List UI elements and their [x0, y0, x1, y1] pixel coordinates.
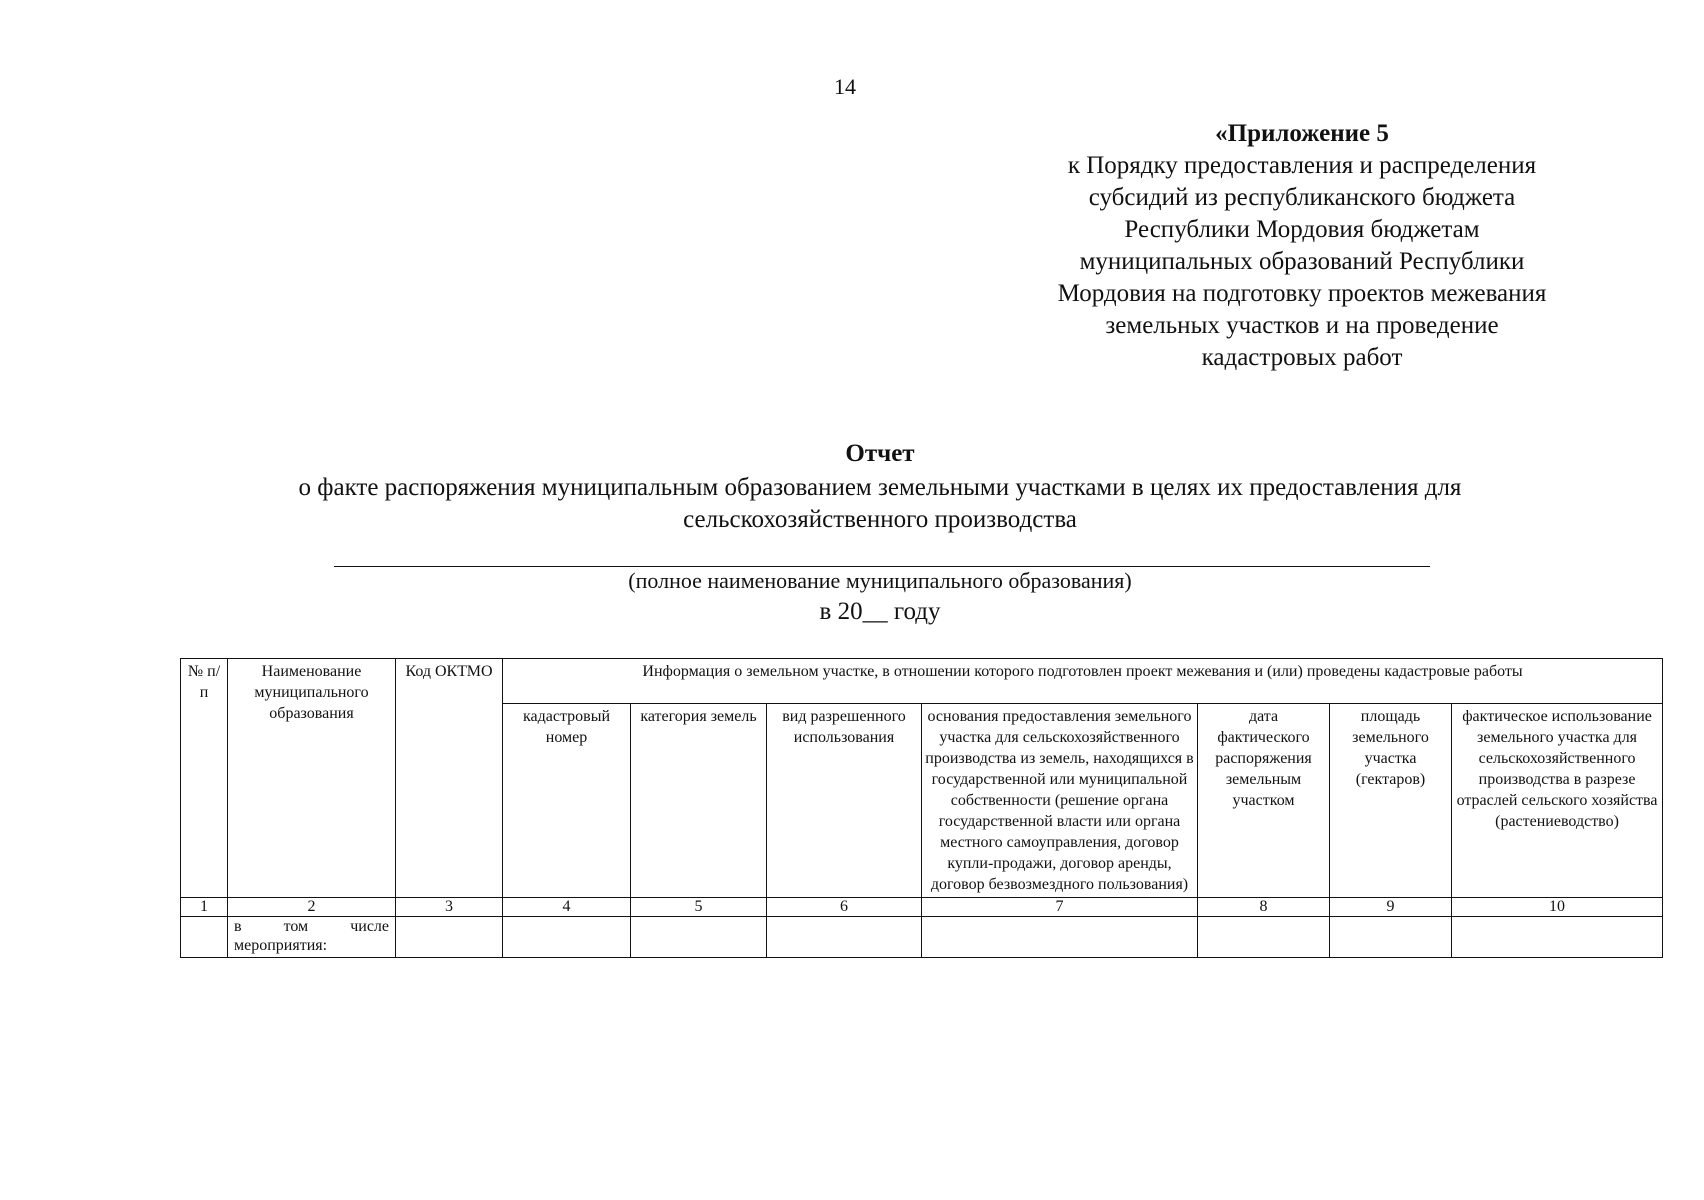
report-table — [180, 658, 1663, 958]
header-grounds: основания предоставления земельного участка для сельскохозяйственного производства из земель, находящихся в государственной или муниципальной собственности (решение органа государственной власти или органа местного самоуправления, договор купли-продажи, договор аренды, договор безвозмездного пользования) — [922, 704, 1198, 898]
report-title: Отчет — [845, 440, 915, 467]
appendix-line: Республики Мордовия бюджетам — [1124, 216, 1480, 243]
appendix-line: кадастровых работ — [1201, 344, 1403, 371]
appendix-line: субсидий из республиканского бюджета — [1088, 184, 1516, 211]
header-date: дата фактического распоряжения земельным участком — [1198, 704, 1330, 898]
empty-cell — [767, 917, 922, 958]
municipality-caption: (полное наименование муниципального образования) — [628, 568, 1132, 593]
header-mo-name: Наименование муниципального образования — [228, 659, 396, 898]
column-number: 9 — [1330, 898, 1452, 917]
empty-cell — [503, 917, 631, 958]
appendix-line: земельных участков и на проведение — [1105, 312, 1499, 339]
column-number: 5 — [631, 898, 767, 917]
column-number: 2 — [228, 898, 396, 917]
page-number: 14 — [834, 74, 856, 99]
empty-cell — [181, 917, 228, 958]
column-number: 10 — [1452, 898, 1663, 917]
column-number: 6 — [767, 898, 922, 917]
column-number-row — [181, 898, 1663, 917]
table-row — [181, 917, 1663, 958]
row-label — [228, 917, 396, 958]
empty-cell — [631, 917, 767, 958]
empty-cell — [396, 917, 503, 958]
appendix-line: к Порядку предоставления и распределения — [1067, 152, 1537, 179]
header-category: категория земель — [631, 704, 767, 898]
column-number: 4 — [503, 898, 631, 917]
empty-cell — [922, 917, 1198, 958]
empty-cell — [1330, 917, 1452, 958]
header-permitted-use: вид разрешенного использования — [767, 704, 922, 898]
column-number: 1 — [181, 898, 228, 917]
header-num: № п/п — [181, 659, 228, 898]
header-actual-use: фактическое использование земельного участка для сельскохозяйственного производства в разрезе отраслей сельского хозяйства (растениеводство) — [1452, 704, 1663, 898]
appendix-title: «Приложение 5 — [1215, 120, 1389, 147]
header-info-group: Информация о земельном участке, в отношении которого подготовлен проект межевания и (или) проведены кадастровые работы — [503, 659, 1663, 704]
report-year: в 20__ году — [819, 598, 941, 625]
column-number: 8 — [1198, 898, 1330, 917]
header-row-1 — [181, 659, 1663, 704]
row-label-line: в том числе — [234, 918, 389, 935]
report-subtitle — [180, 472, 1580, 536]
header-cadastral: кадастровый номер — [503, 704, 631, 898]
empty-cell — [1198, 917, 1330, 958]
report-subtitle-line: сельскохозяйственного производства — [683, 506, 1077, 533]
appendix-line: муниципальных образований Республики — [1079, 248, 1525, 275]
row-label-line: мероприятия: — [234, 937, 328, 954]
header-area: площадь земельного участка (гектаров) — [1330, 704, 1452, 898]
column-number: 7 — [922, 898, 1198, 917]
column-number: 3 — [396, 898, 503, 917]
header-oktmo: Код ОКТМО — [396, 659, 503, 898]
empty-cell — [1452, 917, 1663, 958]
municipality-fill-line — [334, 566, 1430, 567]
appendix-block — [1002, 118, 1602, 374]
report-subtitle-line: о факте распоряжения муниципальным образованием земельными участками в целях их предоставления для — [298, 474, 1462, 501]
appendix-line: Мордовия на подготовку проектов межевания — [1057, 280, 1547, 307]
